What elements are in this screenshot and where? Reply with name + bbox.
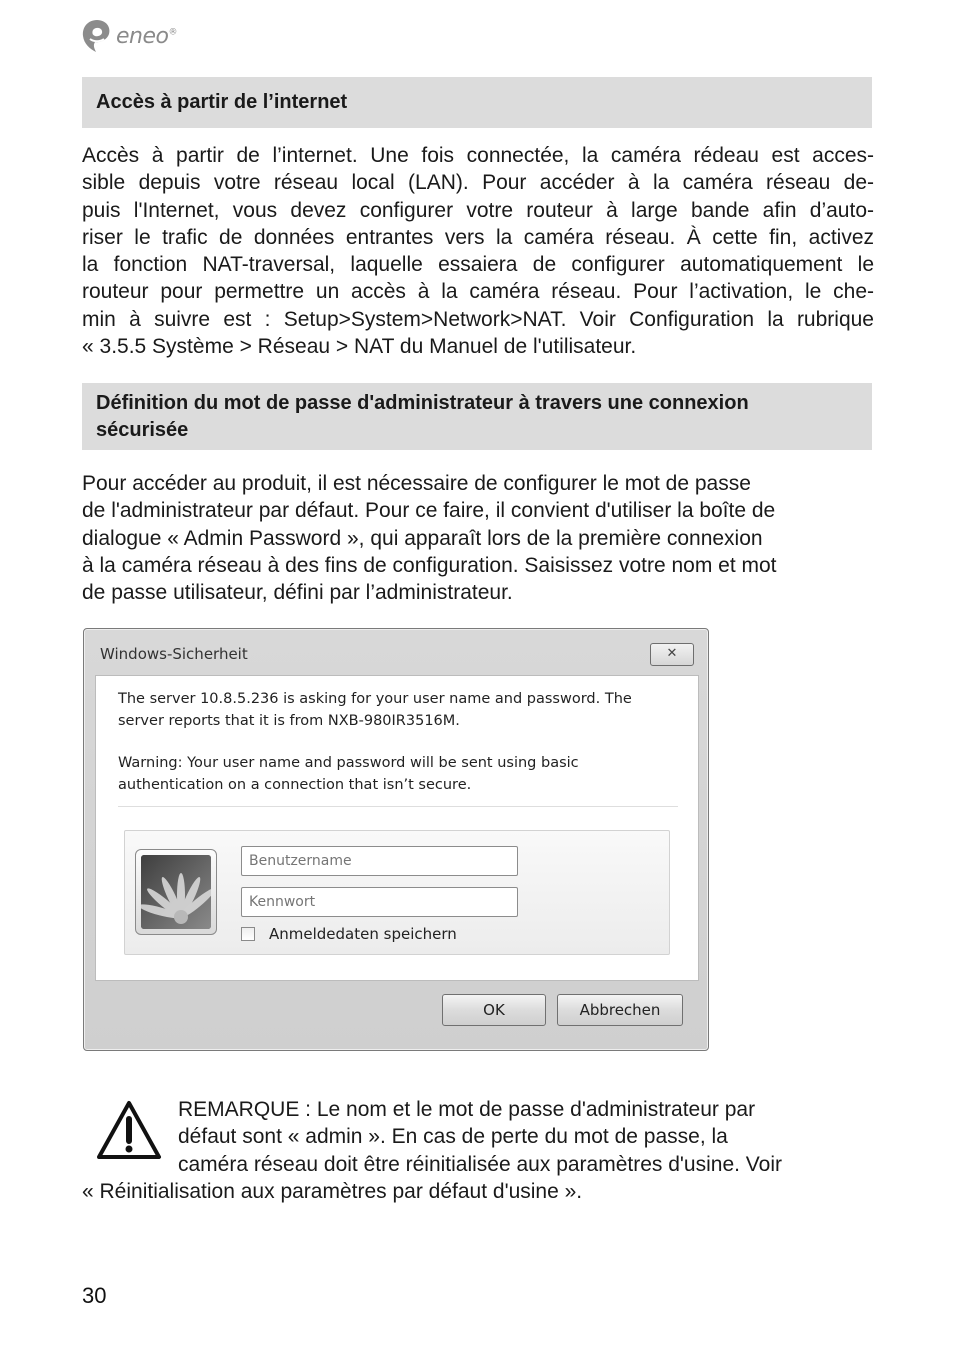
- username-input[interactable]: [241, 846, 518, 876]
- cancel-button[interactable]: Abbrechen: [557, 994, 683, 1026]
- dialog-separator: [118, 806, 678, 807]
- note-line: REMARQUE : Le nom et le mot de passe d'administrateur par: [178, 1098, 756, 1121]
- dialog-body: [95, 675, 699, 981]
- admin-password-paragraph: [82, 470, 874, 606]
- dialog-warning-line: authentication on a connection that isn’t secure.: [118, 777, 472, 793]
- text-line: min à suivre est : Setup>System>Network>NAT. Voir Configuration la rubrique: [82, 307, 874, 331]
- remember-credentials-label: Anmeldedaten speichern: [269, 925, 457, 943]
- dialog-message: [118, 688, 678, 732]
- text-line: la fonction NAT-traversal, laquelle essaiera de configurer automatiquement le: [82, 253, 874, 277]
- note-line: « Réinitialisation aux paramètres par défaut d'usine ».: [82, 1179, 583, 1203]
- section-heading-text: Accès à partir de l’internet: [96, 91, 348, 113]
- dialog-title: Windows-Sicherheit: [100, 645, 248, 663]
- text-line: riser le trafic de données entrantes vers la caméra réseau. À cette fin, activez: [82, 225, 874, 249]
- eneo-logo-icon: [80, 18, 114, 54]
- text-line: Accès à partir de l’internet. Une fois connectée, la caméra rédeau est acces-: [82, 144, 874, 167]
- dialog-close-button[interactable]: [650, 643, 694, 666]
- dialog-message-line: server reports that it is from NXB-980IR3516M.: [118, 713, 460, 729]
- section-heading-internet-access: [82, 77, 872, 128]
- text-line: routeur pour permettre un accès à la caméra réseau. Pour l’activation, le che-: [82, 280, 874, 304]
- dialog-message-line: The server 10.8.5.236 is asking for your user name and password. The: [118, 691, 632, 707]
- ok-button[interactable]: OK: [442, 994, 546, 1026]
- text-line: de l'administrateur par défaut. Pour ce faire, il convient d'utiliser la boîte de: [82, 499, 776, 523]
- remark-note: [82, 1096, 874, 1205]
- dialog-warning-line: Warning: Your user name and password will be sent using basic: [118, 755, 579, 771]
- text-line: puis l'Internet, vous devez configurer votre routeur à large bande afin d’auto-: [82, 198, 874, 222]
- section-heading-admin-password: [82, 383, 872, 450]
- close-icon: ✕: [666, 646, 678, 661]
- section-heading-text-line1: Définition du mot de passe d'administrateur à travers une connexion: [96, 391, 749, 414]
- note-line: défaut sont « admin ». En cas de perte du mot de passe, la: [178, 1125, 728, 1149]
- page-number: 30: [82, 1283, 107, 1308]
- remember-credentials-checkbox[interactable]: [241, 927, 255, 941]
- text-line: sible depuis votre réseau local (LAN). Pour accéder à la caméra réseau de-: [82, 171, 874, 195]
- eneo-logo: [80, 18, 177, 54]
- internet-access-paragraph: [82, 142, 874, 360]
- text-line: « 3.5.5 Système > Réseau > NAT du Manuel de l'utilisateur.: [82, 335, 637, 359]
- section-heading-text-line2: sécurisée: [96, 418, 189, 441]
- text-line: Pour accéder au produit, il est nécessaire de configurer le mot de passe: [82, 472, 751, 495]
- windows-security-dialog: [83, 628, 709, 1051]
- user-avatar: [135, 849, 217, 935]
- note-line: caméra réseau doit être réinitialisée aux paramètres d'usine. Voir: [178, 1152, 782, 1176]
- dialog-warning: [118, 752, 678, 796]
- text-line: de passe utilisateur, défini par l’administrateur.: [82, 581, 513, 605]
- credential-box: [124, 830, 670, 955]
- remember-credentials-row[interactable]: [241, 925, 457, 943]
- flower-avatar-icon: [141, 855, 211, 929]
- text-line: à la caméra réseau à des fins de configuration. Saisissez votre nom et mot: [82, 553, 777, 577]
- logo-text: eneo®: [116, 23, 177, 49]
- password-input[interactable]: [241, 887, 518, 917]
- text-line: dialogue « Admin Password », qui apparaît lors de la première connexion: [82, 526, 763, 550]
